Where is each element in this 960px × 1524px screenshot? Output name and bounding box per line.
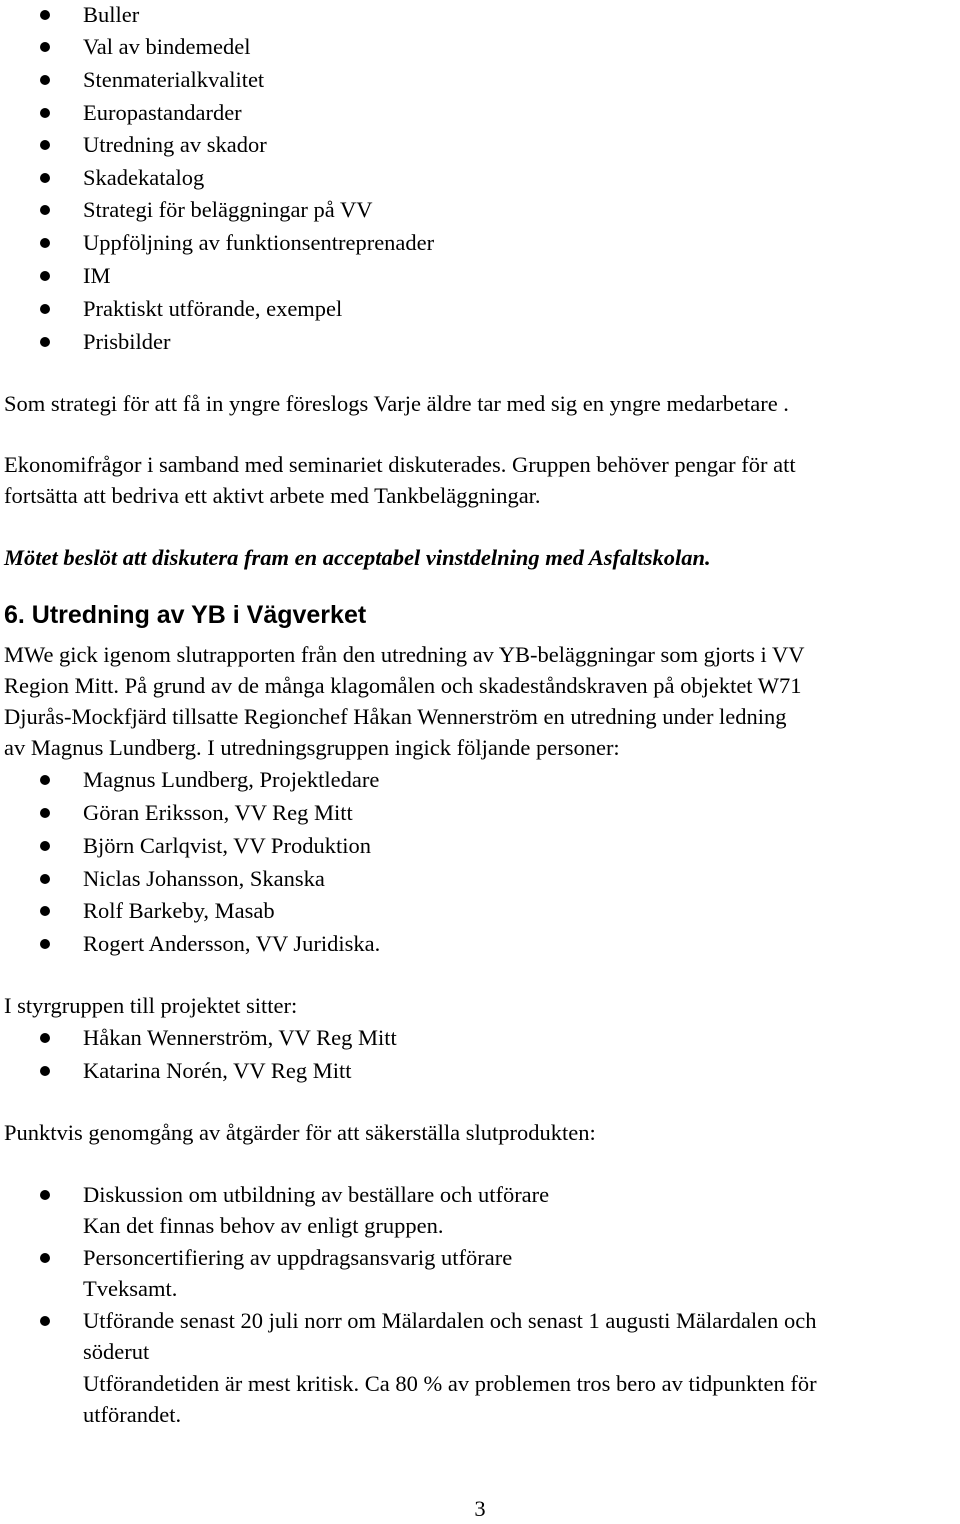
list-item-note: Utförandetiden är mest kritisk. Ca 80 % av problemen tros bero av tidpunkten för: [83, 1371, 817, 1396]
list-item: Magnus Lundberg, Projektledare: [83, 767, 380, 792]
economy-paragraph-line: Ekonomifrågor i samband med seminariet diskuterades. Gruppen behöver pengar för att: [4, 452, 796, 477]
list-item-continuation: söderut: [83, 1339, 150, 1364]
bullet-icon: [40, 304, 50, 314]
bullet-icon: [40, 1316, 50, 1326]
list-item: Buller: [83, 2, 140, 27]
list-item: Uppföljning av funktionsentreprenader: [83, 230, 435, 255]
list-item: Val av bindemedel: [83, 34, 251, 59]
bullet-icon: [40, 1033, 50, 1043]
bullet-icon: [40, 271, 50, 281]
list-item: Göran Eriksson, VV Reg Mitt: [83, 800, 353, 825]
list-item: Katarina Norén, VV Reg Mitt: [83, 1058, 352, 1083]
decision-text: Mötet beslöt att diskutera fram en acceptabel vinstdelning med Asfaltskolan.: [4, 545, 711, 570]
bullet-icon: [40, 1190, 50, 1200]
list-item-note: Kan det finnas behov av enligt gruppen.: [83, 1213, 444, 1238]
bullet-icon: [40, 874, 50, 884]
bullet-icon: [40, 108, 50, 118]
page-number: 3: [474, 1496, 486, 1521]
list-item: Prisbilder: [83, 329, 171, 354]
list-item: Strategi för beläggningar på VV: [83, 197, 373, 222]
strategy-paragraph: Som strategi för att få in yngre föreslogs Varje äldre tar med sig en yngre medarbetare .: [4, 391, 789, 416]
measures-intro: Punktvis genomgång av åtgärder för att säkerställa slutprodukten:: [4, 1120, 596, 1145]
bullet-icon: [40, 238, 50, 248]
bullet-icon: [40, 42, 50, 52]
list-item: Stenmaterialkvalitet: [83, 67, 265, 92]
bullet-icon: [40, 205, 50, 215]
bullet-icon: [40, 337, 50, 347]
section-paragraph-line: Region Mitt. På grund av de många klagomålen och skadeståndskraven på objektet W71: [4, 673, 802, 698]
list-item: Diskussion om utbildning av beställare och utförare: [83, 1182, 550, 1207]
bullet-icon: [40, 906, 50, 916]
bullet-icon: [40, 775, 50, 785]
list-item: Rogert Andersson, VV Juridiska.: [83, 931, 381, 956]
list-item: Utredning av skador: [83, 132, 267, 157]
bullet-icon: [40, 808, 50, 818]
list-item: Utförande senast 20 juli norr om Mälardalen och senast 1 augusti Mälardalen och: [83, 1308, 817, 1333]
list-item-note: utförandet.: [83, 1402, 182, 1427]
section-paragraph-line: Djurås-Mockfjärd tillsatte Regionchef Håkan Wennerström en utredning under ledning: [4, 704, 787, 729]
list-item: Skadekatalog: [83, 165, 205, 190]
bullet-icon: [40, 10, 50, 20]
list-item: IM: [83, 263, 111, 288]
bullet-icon: [40, 1066, 50, 1076]
section-paragraph-line: MWe gick igenom slutrapporten från den utredning av YB-beläggningar som gjorts i VV: [4, 642, 805, 667]
bullet-icon: [40, 75, 50, 85]
section-paragraph-line: av Magnus Lundberg. I utredningsgruppen ingick följande personer:: [4, 735, 620, 760]
steering-intro: I styrgruppen till projektet sitter:: [4, 993, 298, 1018]
bullet-icon: [40, 140, 50, 150]
economy-paragraph-line: fortsätta att bedriva ett aktivt arbete med Tankbeläggningar.: [4, 483, 541, 508]
section-heading: 6. Utredning av YB i Vägverket: [4, 601, 367, 629]
list-item: Praktiskt utförande, exempel: [83, 296, 343, 321]
list-item: Rolf Barkeby, Masab: [83, 898, 275, 923]
list-item: Håkan Wennerström, VV Reg Mitt: [83, 1025, 397, 1050]
bullet-icon: [40, 173, 50, 183]
list-item: Europastandarder: [83, 100, 242, 125]
bullet-icon: [40, 939, 50, 949]
bullet-icon: [40, 841, 50, 851]
list-item: Björn Carlqvist, VV Produktion: [83, 833, 371, 858]
bullet-icon: [40, 1253, 50, 1263]
list-item-note: Tveksamt.: [83, 1276, 178, 1301]
list-item: Niclas Johansson, Skanska: [83, 866, 325, 891]
list-item: Personcertifiering av uppdragsansvarig utförare: [83, 1245, 513, 1270]
